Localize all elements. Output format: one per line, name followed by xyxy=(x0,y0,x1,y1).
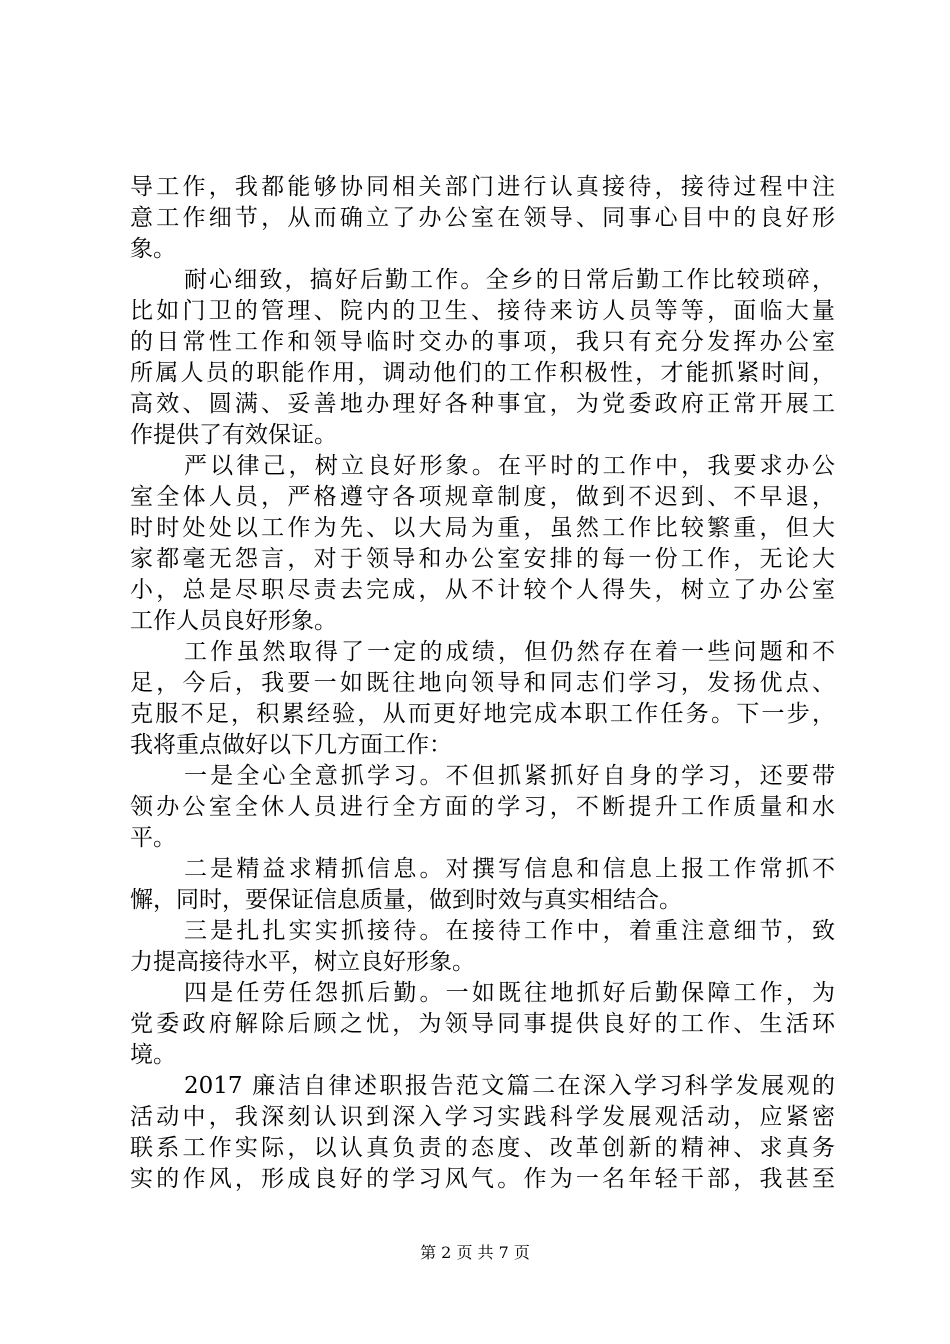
text-line: 象。 xyxy=(130,236,176,262)
text-line: 足，今后，我要一如既往地向领导和同志们学习，发扬优点、 xyxy=(130,670,835,696)
text-line: 作提供了有效保证。 xyxy=(130,422,337,448)
text-line: 严以律己，树立良好形象。在平时的工作中，我要求办公 xyxy=(184,453,835,479)
text-line: 四是任劳任怨抓后勤。一如既往地抓好后勤保障工作，为 xyxy=(184,980,835,1006)
text-line: 懈，同时，要保证信息质量，做到时效与真实相结合。 xyxy=(130,887,682,913)
page-number-footer: 第 2 页 共 7 页 xyxy=(420,1243,530,1262)
text-line: 工作虽然取得了一定的成绩，但仍然存在着一些问题和不 xyxy=(184,639,835,665)
text-line: 2017 廉洁自律述职报告范文篇二在深入学习科学发展观的 xyxy=(184,1073,835,1099)
text-line: 所属人员的职能作用，调动他们的工作积极性，才能抓紧时间， xyxy=(130,360,835,386)
text-line: 高效、圆满、妥善地办理好各种事宜，为党委政府正常开展工 xyxy=(130,391,835,417)
text-line: 比如门卫的管理、院内的卫生、接待来访人员等等，面临大量 xyxy=(130,298,835,324)
text-line: 导工作，我都能够协同相关部门进行认真接待，接待过程中注 xyxy=(130,174,835,200)
text-line: 二是精益求精抓信息。对撰写信息和信息上报工作常抓不 xyxy=(184,856,835,882)
text-line: 克服不足，积累经验，从而更好地完成本职工作任务。下一步， xyxy=(130,701,835,727)
text-line: 力提高接待水平，树立良好形象。 xyxy=(130,949,475,975)
text-line: 工作人员良好形象。 xyxy=(130,608,337,634)
text-line: 室全体人员，严格遵守各项规章制度，做到不迟到、不早退， xyxy=(130,484,835,510)
text-line: 实的作风，形成良好的学习风气。作为一名年轻干部，我甚至 xyxy=(130,1166,835,1192)
text-line: 境。 xyxy=(130,1042,176,1068)
text-line: 三是扎扎实实抓接待。在接待工作中，着重注意细节，致 xyxy=(184,918,835,944)
text-line: 一是全心全意抓学习。不但抓紧抓好自身的学习，还要带 xyxy=(184,763,835,789)
text-line: 党委政府解除后顾之忧，为领导同事提供良好的工作、生活环 xyxy=(130,1011,835,1037)
document-body xyxy=(130,172,835,1195)
text-line: 时时处处以工作为先、以大局为重，虽然工作比较繁重，但大 xyxy=(130,515,835,541)
text-line: 平。 xyxy=(130,825,176,851)
text-line: 家都毫无怨言，对于领导和办公室安排的每一份工作，无论大 xyxy=(130,546,835,572)
text-line: 的日常性工作和领导临时交办的事项，我只有充分发挥办公室 xyxy=(130,329,835,355)
text-line: 耐心细致，搞好后勤工作。全乡的日常后勤工作比较琐碎， xyxy=(184,267,835,293)
text-line: 意工作细节，从而确立了办公室在领导、同事心目中的良好形 xyxy=(130,205,835,231)
text-line: 活动中，我深刻认识到深入学习实践科学发展观活动，应紧密 xyxy=(130,1104,835,1130)
text-line: 小，总是尽职尽责去完成，从不计较个人得失，树立了办公室 xyxy=(130,577,835,603)
text-line: 领办公室全休人员进行全方面的学习，不断提升工作质量和水 xyxy=(130,794,835,820)
text-line: 联系工作实际，以认真负责的态度、改革创新的精神、求真务 xyxy=(130,1135,835,1161)
text-line: 我将重点做好以下几方面工作： xyxy=(130,732,452,758)
